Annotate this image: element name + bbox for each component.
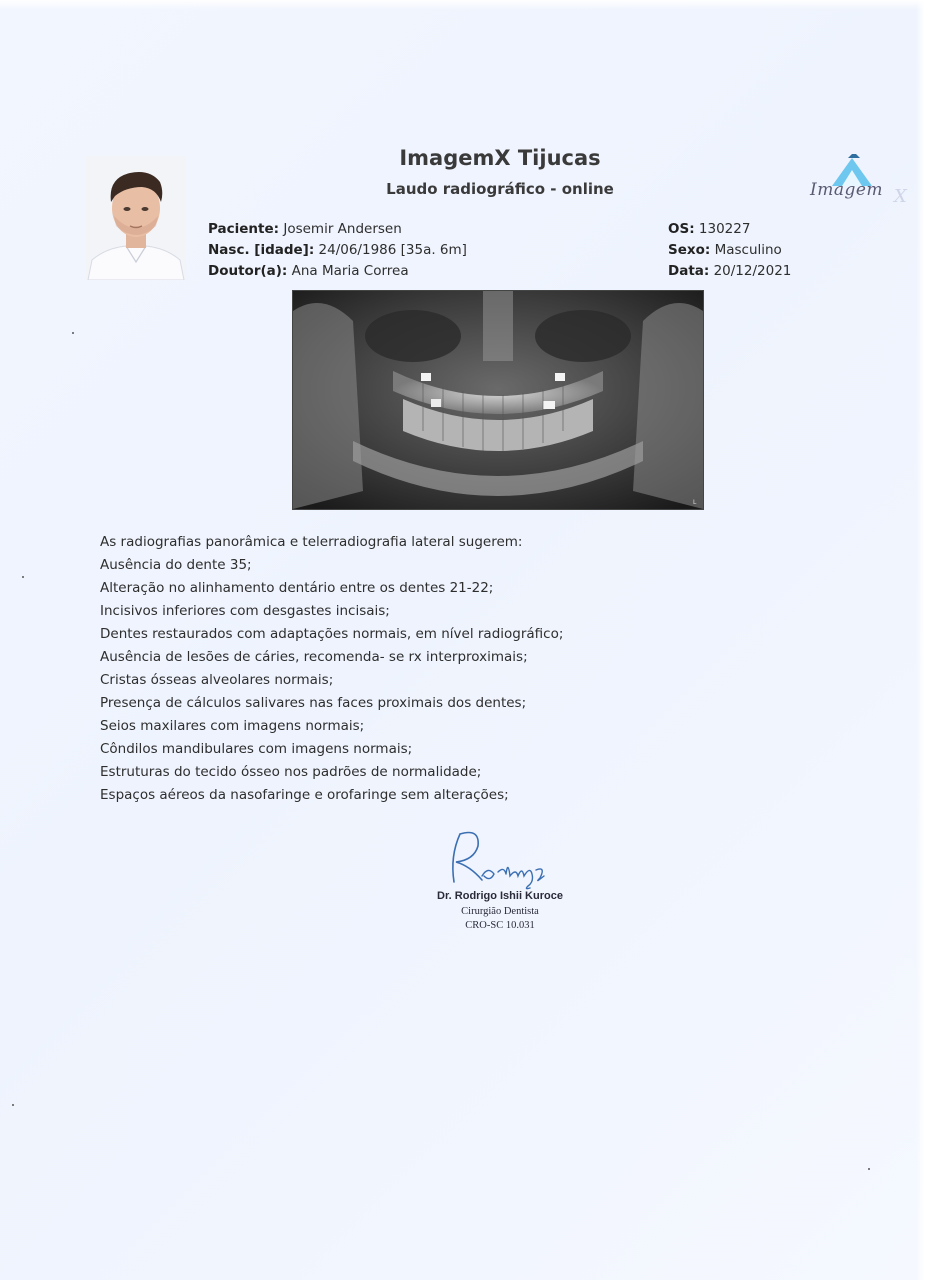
finding-item: Seios maxilares com imagens normais; <box>100 718 365 734</box>
panoramic-xray <box>292 290 704 510</box>
finding-item: Incisivos inferiores com desgastes incisais; <box>100 603 390 619</box>
scan-edge-right <box>916 0 930 1280</box>
scan-speck <box>22 576 24 578</box>
scan-speck <box>12 1104 14 1106</box>
report-title: Laudo radiográfico - online <box>386 180 614 198</box>
patient-birth: 24/06/1986 [35a. 6m] <box>318 242 467 258</box>
finding-item: Côndilos mandibulares com imagens normais; <box>100 741 413 757</box>
patient-birth-row: Nasc. [idade]: 24/06/1986 [35a. 6m] <box>208 242 467 258</box>
finding-item: Espaços aéreos da nasofaringe e orofaringe sem alterações; <box>100 787 509 803</box>
svg-text:X: X <box>894 186 907 207</box>
patient-name-row: Paciente: Josemir Andersen <box>208 221 402 237</box>
scan-speck <box>868 1168 870 1170</box>
signer-role: Cirurgião Dentista <box>461 906 539 917</box>
finding-item: Ausência do dente 35; <box>100 557 252 573</box>
scan-edge-top <box>0 0 930 10</box>
findings-list <box>100 531 563 807</box>
signer-name: Dr. Rodrigo Ishii Kuroce <box>437 890 563 902</box>
sex-row: Sexo: Masculino <box>668 242 782 258</box>
clinic-name: ImagemX Tijucas <box>399 146 601 170</box>
finding-item: Presença de cálculos salivares nas faces proximais dos dentes; <box>100 695 527 711</box>
imagemx-logo <box>804 150 914 220</box>
finding-item: Dentes restaurados com adaptações normais, em nível radiográfico; <box>100 626 564 642</box>
doctor-row: Doutor(a): Ana Maria Correa <box>208 263 409 279</box>
doctor-name: Ana Maria Correa <box>291 263 409 279</box>
finding-item: Ausência de lesões de cáries, recomenda- se rx interproximais; <box>100 649 528 665</box>
sex-value: Masculino <box>714 242 782 258</box>
logo-text: Imagem <box>810 180 884 200</box>
order-info <box>668 219 791 282</box>
exam-date: 20/12/2021 <box>713 263 792 279</box>
date-row: Data: 20/12/2021 <box>668 263 792 279</box>
patient-photo <box>86 156 186 280</box>
finding-item: Estruturas do tecido ósseo nos padrões de normalidade; <box>100 764 482 780</box>
os-row: OS: 130227 <box>668 221 751 237</box>
scan-speck <box>72 332 74 334</box>
finding-item: Alteração no alinhamento dentário entre os dentes 21-22; <box>100 580 494 596</box>
findings-intro: As radiografias panorâmica e telerradiografia lateral sugerem: <box>100 534 523 550</box>
patient-info <box>208 219 467 282</box>
signer-cro: CRO-SC 10.031 <box>465 920 535 931</box>
os-number: 130227 <box>698 221 751 237</box>
patient-name: Josemir Andersen <box>283 221 402 237</box>
finding-item: Cristas ósseas alveolares normais; <box>100 672 334 688</box>
svg-text:L: L <box>693 499 697 506</box>
